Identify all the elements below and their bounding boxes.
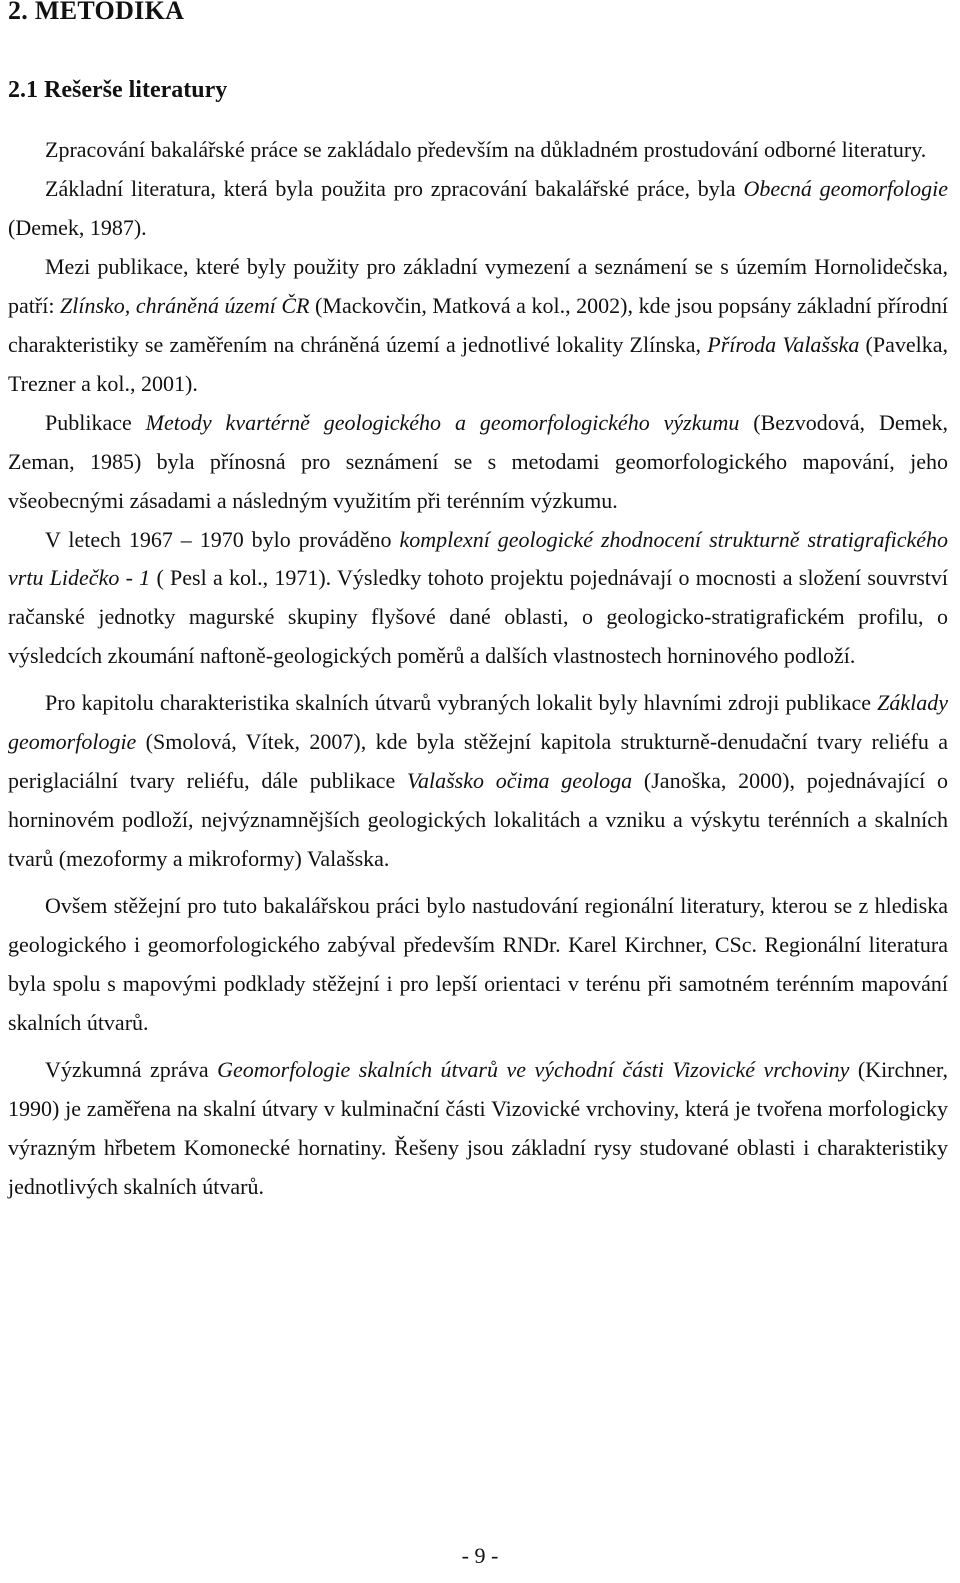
paragraph-8: Výzkumná zpráva Geomorfologie skalních útvarů ve východní části Vizovické vrchoviny (Kirchner, 1990) je zaměřena na skalní útvary v kulminační části Vizovické vrchoviny, která je tvořena morfologicky výrazným hřbetem Komonecké hornatiny. Řešeny jsou základní rysy studované oblasti i charakteristiky jednotlivých skalních útvarů. <box>8 1056 948 1199</box>
section-heading: 2.1 Rešerše literatury <box>8 77 228 103</box>
book-title: Metody kvartérně geologického a geomorfologického výzkumu <box>145 409 740 435</box>
paragraph-1: Zpracování bakalářské práce se zakládalo především na důkladném prostudování odborné literatury. <box>45 137 927 162</box>
book-title: komplexní geologické zhodnocení strukturně stratigrafického vrtu Lidečko - 1 <box>8 526 948 591</box>
chapter-heading: 2. METODIKA <box>8 0 185 25</box>
body-text <box>8 131 948 1207</box>
paragraph-6: Pro kapitolu charakteristika skalních útvarů vybraných lokalit byly hlavními zdroji publikace Základy geomorfologie (Smolová, Vítek, 2007), kde byla stěžejní kapitola strukturně-denudační tvary reliéfu a periglaciální tvary reliéfu, dále publikace Valašsko očima geologa (Janoška, 2000), pojednávající o horninovém podloží, nejvýznamnějších geologických lokalitách a vzniku a výskytu terénních a skalních tvarů (mezoformy a mikroformy) Valašska. <box>8 690 948 872</box>
book-title: Geomorfologie skalních útvarů ve východní části Vizovické vrchoviny <box>217 1056 850 1082</box>
paragraph-2: Základní literatura, která byla použita pro zpracování bakalářské práce, byla Obecná geomorfologie (Demek, 1987). <box>8 175 948 240</box>
book-title: Zlínsko, chráněná území ČR <box>60 292 310 318</box>
paragraph-3: Mezi publikace, které byly použity pro základní vymezení a seznámení se s územím Hornolidečska, patří: Zlínsko, chráněná území ČR (Mackovčin, Matková a kol., 2002), kde jsou popsány základní přírodní charakteristiky se zaměřením na chráněná území a jednotlivé lokality Zlínska, Příroda Valašska (Pavelka, Trezner a kol., 2001). <box>8 253 949 396</box>
paragraph-4: Publikace Metody kvartérně geologického a geomorfologického výzkumu (Bezvodová, Demek, Zeman, 1985) byla přínosná pro seznámení se s metodami geomorfologického mapování, jeho všeobecnými zásadami a následným využitím při terénním výzkumu. <box>8 409 948 513</box>
book-title: Příroda Valašska <box>707 331 860 357</box>
page-number: - 9 - <box>461 1543 499 1568</box>
book-title: Obecná geomorfologie <box>743 175 948 201</box>
paragraph-5: V letech 1967 – 1970 bylo prováděno komplexní geologické zhodnocení strukturně stratigrafického vrtu Lidečko - 1 ( Pesl a kol., 1971). Výsledky tohoto projektu pojednávají o mocnosti a složení souvrství račanské jednotky magurské skupiny flyšové dané oblasti, o geologicko-stratigrafickém profilu, o výsledcích zkoumání naftoně-geologických poměrů a dalších vlastnostech horninového podloží. <box>8 526 948 669</box>
book-title: Základy geomorfologie <box>8 690 948 755</box>
paragraph-7: Ovšem stěžejní pro tuto bakalářskou práci bylo nastudování regionální literatury, kterou se z hlediska geologického i geomorfologického zabýval především RNDr. Karel Kirchner, CSc. Regionální literatura byla spolu s mapovými podklady stěžejní i pro lepší orientaci v terénu při samotném terénním mapování skalních útvarů. <box>8 893 948 1035</box>
book-title: Valašsko očima geologa <box>407 768 633 794</box>
